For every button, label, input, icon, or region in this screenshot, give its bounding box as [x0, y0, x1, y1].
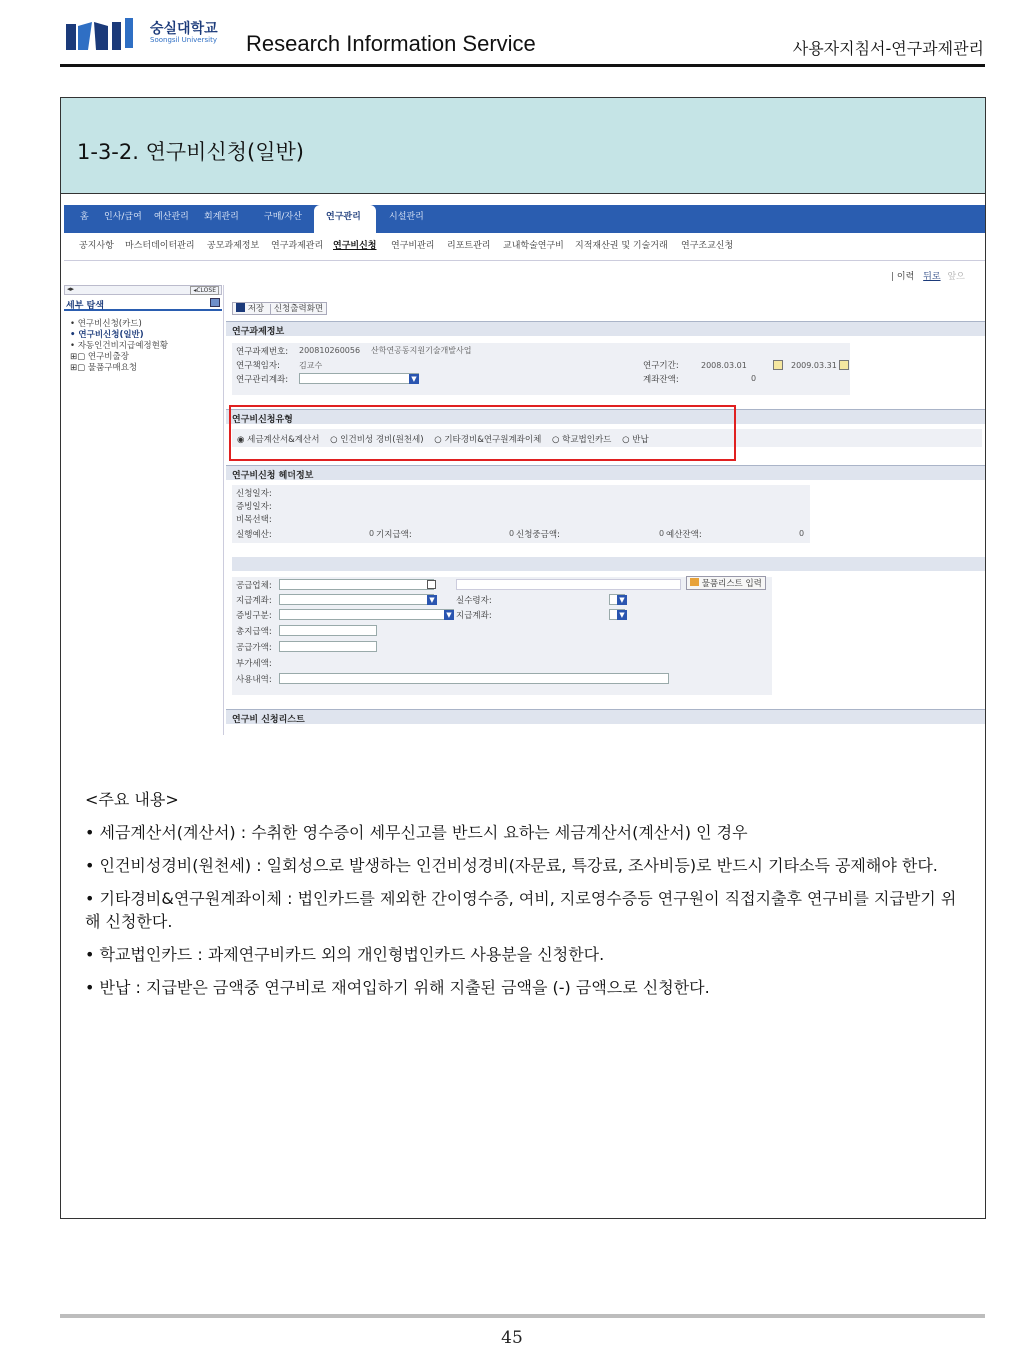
sidebar-item-card[interactable]: • 연구비신청(카드) — [70, 319, 142, 329]
supplier-input[interactable] — [279, 579, 434, 590]
request-list-heading: 연구비 신청리스트 — [226, 709, 985, 724]
logo-korean: 숭실대학교 — [150, 21, 218, 37]
budget-label: 실행예산: — [236, 530, 272, 540]
supplier-label: 공급업체: — [236, 581, 272, 591]
forward-link[interactable]: 앞으 — [947, 272, 965, 282]
paid-label: 기지급액: — [376, 530, 412, 540]
header-title: Research Information Service — [246, 31, 536, 56]
back-link[interactable]: 뒤로 — [923, 272, 941, 282]
project-no-label: 연구과제번호: — [236, 347, 289, 357]
note-corp-card: • 학교법인카드 : 과제연구비카드 외의 개인형법인카드 사용분을 신청한다. — [85, 945, 605, 964]
tab-research-active[interactable] — [314, 205, 376, 233]
type-option-return[interactable]: ○ 반납 — [622, 435, 649, 445]
account-select[interactable] — [299, 373, 419, 384]
total-input[interactable] — [279, 625, 377, 636]
period-from[interactable]: 2008.03.01 — [701, 361, 747, 370]
university-logo — [66, 18, 246, 58]
period-label: 연구기간: — [643, 361, 679, 371]
submenu-ta[interactable]: 연구조교신청 — [681, 241, 734, 251]
type-option-other[interactable]: ○ 기타경비&연구원계좌이체 — [434, 435, 542, 445]
submenu-report[interactable]: 리포트관리 — [447, 241, 491, 251]
sidebar-folder-icon[interactable] — [210, 298, 220, 307]
header-info-heading: 연구비신청 헤더정보 — [226, 465, 985, 480]
sidebar-header — [64, 297, 222, 311]
evidence-type-select[interactable] — [279, 609, 454, 620]
project-name-value: 산학연공동지원기술개발사업 — [371, 346, 472, 355]
sidebar-item-general[interactable]: • 연구비신청(일반) — [70, 330, 144, 340]
top-links: | 이력 뒤로 앞으 — [891, 272, 965, 282]
calendar-from-icon[interactable] — [773, 360, 783, 370]
toolbar — [232, 302, 327, 315]
pay-account-label: 지급계좌: — [236, 596, 272, 606]
evidence-date-label: 증빙일자: — [236, 502, 272, 512]
save-button[interactable]: 저장 — [247, 304, 265, 314]
account-dropdown-icon[interactable]: ▼ — [409, 374, 419, 384]
evidence-type-dropdown-icon[interactable]: ▼ — [444, 610, 454, 620]
supplier-name-input[interactable] — [456, 579, 681, 590]
app-screenshot — [61, 205, 985, 735]
submenu-call[interactable]: 공모과제정보 — [207, 241, 260, 251]
section-title: 1-3-2. 연구비신청(일반) — [77, 140, 304, 164]
supply-amt-input[interactable] — [279, 641, 377, 652]
submenu-project[interactable]: 연구과제관리 — [271, 241, 324, 251]
save-icon — [236, 303, 245, 312]
type-option-labor[interactable]: ○ 인건비성 경비(원천세) — [330, 435, 424, 445]
submenu-notice[interactable]: 공지사항 — [79, 241, 114, 251]
supply-amt-label: 공급가액: — [236, 643, 272, 653]
type-option-tax-invoice[interactable]: ◉ 세금계산서&계산서 — [237, 435, 320, 445]
pay-account-dropdown-icon[interactable]: ▼ — [427, 595, 437, 605]
content-frame — [60, 97, 986, 1219]
evidence-type-label: 증빙구분: — [236, 611, 272, 621]
tab-facility[interactable]: 시설관리 — [389, 212, 424, 222]
total-label: 총지급액: — [236, 627, 272, 637]
sidebar-item-auto-salary[interactable]: • 자동인건비지급예정현황 — [70, 341, 169, 351]
sidebar-toggle-bar — [64, 285, 222, 295]
highlight-box — [229, 405, 736, 461]
history-link[interactable]: 이력 — [896, 272, 915, 282]
request-date-label: 신청일자: — [236, 489, 272, 499]
budget-value: 0 — [369, 529, 375, 538]
account-label: 연구관리계좌: — [236, 375, 289, 385]
logo-mark-icon — [66, 18, 146, 52]
page-number: 45 — [501, 1328, 523, 1348]
header-rule — [60, 64, 985, 67]
pay-account2-label: 지급계좌: — [456, 611, 492, 621]
balance-value: 0 — [751, 374, 757, 383]
pay-account2-dropdown-icon[interactable]: ▼ — [617, 610, 627, 620]
main-nav-bar — [64, 205, 985, 233]
sidebar-item-purchase[interactable]: ⊞▢ 물품구매요청 — [70, 363, 138, 373]
print-screen-button[interactable]: 신청출력화면 — [270, 304, 323, 314]
sidebar-item-trip[interactable]: ⊞▢ 연구비출장 — [70, 352, 129, 362]
document-title: 사용자지침서-연구과제관리 — [792, 39, 984, 58]
req-total-value: 0 — [659, 529, 665, 538]
item-list-button[interactable]: 물품리스트 입력 — [686, 576, 766, 590]
submenu-fund-request[interactable]: 연구비신청 — [333, 241, 377, 251]
notes — [85, 788, 965, 1009]
project-info-heading: 연구과제정보 — [226, 321, 985, 336]
note-labor: • 인건비성경비(원천세) : 일회성으로 발생하는 인건비성경비(자문료, 특강료, 조사비등)로 반드시 기타소득 공제해야 한다. — [85, 856, 938, 875]
sidebar-arrows-icon[interactable]: ◂▸ — [67, 285, 75, 293]
supplier-search-icon[interactable] — [427, 580, 436, 589]
tab-home[interactable]: 홈 — [80, 212, 89, 222]
req-total-label: 신청중금액: — [516, 530, 560, 540]
note-other: • 기타경비&연구원계좌이체 : 법인카드를 제외한 간이영수증, 여비, 지로영수증등 연구원이 직접지출후 연구비를 지급받기 위해 신청한다. — [85, 889, 957, 931]
remain-label: 예산잔액: — [666, 530, 702, 540]
tab-budget[interactable]: 예산관리 — [154, 212, 189, 222]
vat-label: 부가세액: — [236, 659, 272, 669]
submenu-ip[interactable]: 지적재산권 및 기술거래 — [575, 241, 668, 251]
sidebar — [64, 285, 224, 735]
item-list-icon — [690, 578, 699, 586]
logo-english: Soongsil University — [150, 36, 217, 44]
balance-label: 계좌잔액: — [643, 375, 679, 385]
spacer-bar — [232, 557, 985, 571]
submenu-campus-research[interactable]: 교내학술연구비 — [503, 241, 564, 251]
usage-input[interactable] — [279, 673, 669, 684]
calendar-to-icon[interactable] — [839, 360, 849, 370]
receiver-dropdown-icon[interactable]: ▼ — [617, 595, 627, 605]
tab-research-label: 연구관리 — [326, 212, 361, 222]
item-select-label: 비목선택: — [236, 515, 272, 525]
footer-rule — [60, 1314, 985, 1318]
receiver-label: 실수령자: — [456, 596, 492, 606]
tab-hr[interactable]: 인사/급여 — [104, 212, 142, 222]
request-type-heading: 연구비신청유형 — [226, 409, 985, 424]
note-tax-invoice: • 세금계산서(계산서) : 수취한 영수증이 세무신고를 반드시 요하는 세금계산서(계산서) 인 경우 — [85, 823, 748, 842]
usage-label: 사용내역: — [236, 675, 272, 685]
submenu-fund-manage[interactable]: 연구비관리 — [391, 241, 435, 251]
section-header — [61, 98, 985, 194]
type-option-corp-card[interactable]: ○ 학교법인카드 — [552, 435, 612, 445]
paid-value: 0 — [509, 529, 515, 538]
sidebar-close-button[interactable]: ◂CLOSE — [190, 286, 219, 295]
tab-purchase[interactable]: 구매/자산 — [264, 212, 302, 222]
project-no-value: 200810260056 — [299, 346, 361, 355]
tab-accounting[interactable]: 회계관리 — [204, 212, 239, 222]
note-return: • 반납 : 지급받은 금액중 연구비로 재여입하기 위해 지출된 금액을 (-) 금액으로 신청한다. — [85, 978, 710, 997]
submenu-master[interactable]: 마스터데이터관리 — [125, 241, 195, 251]
remain-value: 0 — [799, 529, 805, 538]
pi-label: 연구책임자: — [236, 361, 280, 371]
pay-account-select[interactable] — [279, 594, 434, 605]
sidebar-title: 세부 탐색 — [66, 301, 104, 311]
period-to[interactable]: 2009.03.31 — [791, 361, 837, 370]
pi-value: 김교수 — [299, 361, 323, 370]
notes-heading: <주요 내용> — [85, 790, 179, 809]
